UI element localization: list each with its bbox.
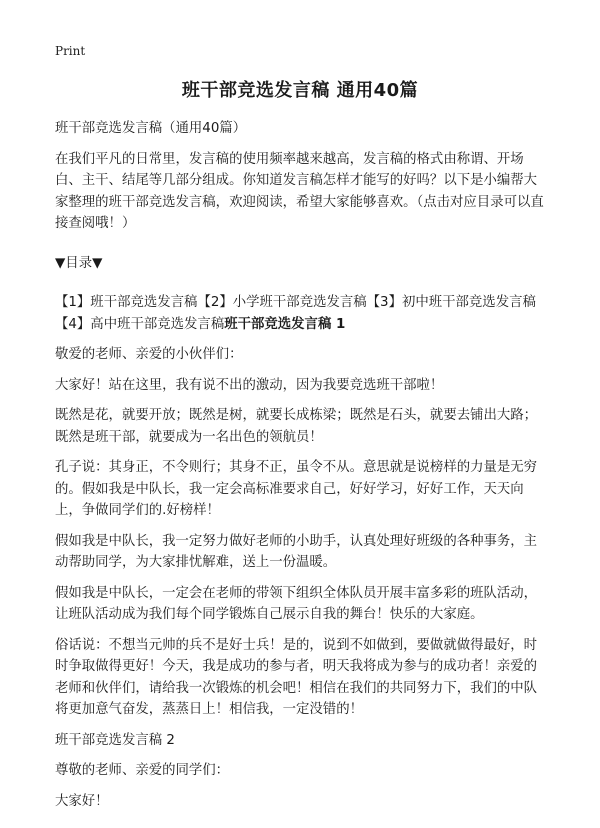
page-title: 班干部竞选发言稿 通用40篇 <box>181 80 419 101</box>
toc-item-4[interactable]: 【4】高中班干部竞选发言稿 <box>55 316 225 332</box>
intro-paragraph: 在我们平凡的日常里，发言稿的使用频率越来越高，发言稿的格式由称谓、开场白、主干、结尾等几部分组成。你知道发言稿怎样才能写的好吗？以下是小编帮大家整理的班干部竞选发言稿，欢迎阅读，希望大家能够喜欢。（点击对应目录可以直接查阅哦！） <box>55 151 544 231</box>
section-1-paragraph: 孔子说：其身正，不令则行；其身不正，虽令不从。意思就是说榜样的力量是无穷的。假如我是中队长，我一定会高标准要求自己，好好学习，好好工作，天天向上，争做同学们的.好榜样！ <box>55 460 538 518</box>
section-1-paragraph: 大家好！站在这里，我有说不出的激动，因为我要竞选班干部啦！ <box>55 377 444 393</box>
section-1-paragraph: 假如我是中队长，我一定努力做好老师的小助手，认真处理好班级的各种事务，主动帮助同学，为大家排忧解难，送上一份温暖。 <box>55 533 538 570</box>
section-2-title: 班干部竞选发言稿 2 <box>55 732 175 748</box>
section-1-title: 班干部竞选发言稿 1 <box>224 316 346 332</box>
document-body <box>55 118 547 812</box>
document-subtitle: 班干部竞选发言稿（通用40篇） <box>55 121 247 136</box>
section-1-paragraph: 假如我是中队长，一定会在老师的带领下组织全体队员开展丰富多彩的班队活动，让班队活动成为我们每个同学锻炼自己展示自我的舞台！快乐的大家庭。 <box>55 585 538 622</box>
section-1-greeting: 敬爱的老师、亲爱的小伙伴们： <box>55 347 243 362</box>
toc-item-2[interactable]: 【2】小学班干部竞选发言稿 <box>197 295 367 310</box>
section-2-greeting: 尊敬的老师、亲爱的同学们： <box>55 763 230 778</box>
toc-list <box>55 292 547 335</box>
toc-heading: ▼目录▼ <box>55 255 103 271</box>
print-label: Print <box>55 44 86 58</box>
toc-item-1[interactable]: 【1】班干部竞选发言稿 <box>55 295 198 310</box>
section-1-paragraph: 俗话说：不想当元帅的兵不是好士兵！是的，说到不如做到，要做就做得最好，时时争取做得更好！今天，我是成功的参与者，明天我将成为参与的成功者！亲爱的老师和伙伴们，请给我一次锻炼的机会吧！相信在我们的共同努力下，我们的中队将更加意气奋发，蒸蒸日上！相信我，一定没错的！ <box>55 637 538 717</box>
section-2-opening: 大家好！ <box>55 793 109 809</box>
section-1-paragraph: 既然是花，就要开放；既然是树，就要长成栋梁；既然是石头，就要去铺出大路；既然是班干部，就要成为一名出色的领航员！ <box>55 408 538 445</box>
toc-item-3[interactable]: 【3】初中班干部竞选发言稿 <box>366 295 536 310</box>
